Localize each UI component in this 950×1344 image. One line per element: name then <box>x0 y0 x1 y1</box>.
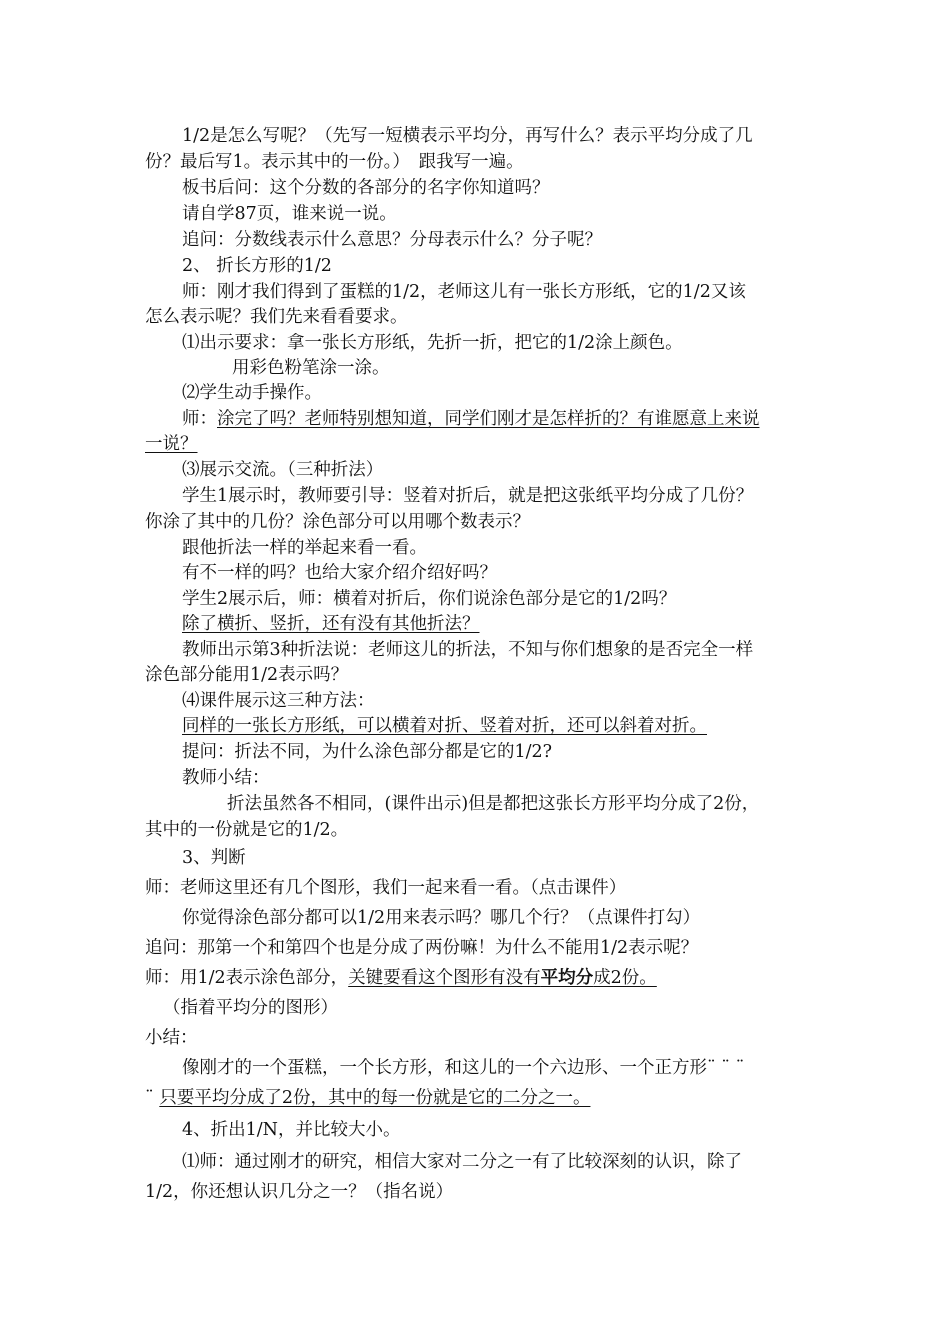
paragraph-line: 折法虽然各不相同，(课件出示)但是都把这张长方形平均分成了2份， <box>227 794 760 814</box>
paragraph-line: 用彩色粉笔涂一涂。 <box>232 358 390 378</box>
paragraph-line: 师：刚才我们得到了蛋糕的1/2，老师这儿有一张长方形纸，它的1/2又该 <box>182 282 746 302</box>
paragraph-line: 你涂了其中的几份？涂色部分可以用哪个数表示？ <box>145 512 530 532</box>
key-phrase-end: 成2份。 <box>593 968 657 988</box>
paragraph-line: 追问：分数线表示什么意思？分母表示什么？分子呢？ <box>182 230 602 250</box>
paragraph-line: 像刚才的一个蛋糕，一个长方形，和这儿的一个六边形、一个正方形¨ ¨ ¨ <box>182 1058 745 1078</box>
paragraph-line: 涂色部分能用1/2表示吗？ <box>145 665 349 685</box>
section-heading: 3、判断 <box>182 848 246 868</box>
paragraph-line: 请自学87页，谁来说一说。 <box>182 204 397 224</box>
underlined-text: 只要平均分成了2份，其中的每一份就是它的二分之一。 <box>159 1088 591 1108</box>
ellipsis-mark: ¨ <box>145 1088 160 1108</box>
paragraph-line: 你觉得涂色部分都可以1/2用来表示吗？哪几个行？（点课件打勾） <box>182 908 701 928</box>
paragraph-line: 提问：折法不同，为什么涂色部分都是它的1/2? <box>182 742 553 762</box>
paragraph-line <box>182 407 760 431</box>
paragraph-line: ⑵学生动手操作。 <box>182 383 322 403</box>
speaker-label: 师： <box>182 409 217 429</box>
key-phrase: 关键要看这个图形有没有 <box>348 968 541 988</box>
paragraph-line: 教师小结： <box>182 768 270 788</box>
paragraph-line: 师：老师这里还有几个图形，我们一起来看一看。（点击课件） <box>145 878 627 898</box>
paragraph-line: ⑷课件展示这三种方法： <box>182 691 375 711</box>
underlined-text: 涂完了吗？老师特别想知道，同学们刚才是怎样折的？有谁愿意上来说 <box>217 409 760 429</box>
section-label: 小结： <box>145 1028 198 1048</box>
paragraph-line: 怎么表示呢？我们先来看看要求。 <box>145 307 408 327</box>
section-heading: 4、折出1/N，并比较大小。 <box>182 1120 401 1140</box>
paragraph-line: ⑶展示交流。（三种折法） <box>182 460 384 480</box>
underlined-text: 除了横折、竖折，还有没有其他折法？ <box>182 614 480 634</box>
paragraph-line: 追问：那第一个和第四个也是分成了两份嘛！为什么不能用1/2表示呢？ <box>145 938 699 958</box>
paragraph-line: ⑴师：通过刚才的研究，相信大家对二分之一有了比较深刻的认识，除了 <box>182 1152 742 1172</box>
paragraph-line: 板书后问：这个分数的各部分的名字你知道吗？ <box>182 178 550 198</box>
paragraph-line: 有不一样的吗？也给大家介绍介绍好吗？ <box>182 563 497 583</box>
paragraph-line: 教师出示第3种折法说：老师这儿的折法，不知与你们想象的是否完全一样 <box>182 640 754 660</box>
paragraph-line <box>145 966 657 990</box>
paragraph-line: （指着平均分的图形） <box>163 998 338 1018</box>
paragraph-line: 学生1展示时，教师要引导：竖着对折后，就是把这张纸平均分成了几份？ <box>182 486 754 506</box>
bold-term: 平均分 <box>540 968 594 988</box>
paragraph-line: 1/2是怎么写呢？（先写一短横表示平均分，再写什么？表示平均分成了几 <box>182 126 753 146</box>
paragraph-line: 跟他折法一样的举起来看一看。 <box>182 538 427 558</box>
section-heading: 2、 折长方形的1/2 <box>182 256 332 276</box>
underlined-text <box>348 968 657 988</box>
paragraph-line: 份？最后写1。表示其中的一份。） 跟我写一遍。 <box>145 152 524 172</box>
speaker-label: 师：用1/2表示涂色部分， <box>145 968 349 988</box>
underlined-text: 一说？ <box>145 434 198 454</box>
paragraph-line: ⑴出示要求：拿一张长方形纸，先折一折，把它的1/2涂上颜色。 <box>182 333 683 353</box>
paragraph-line: 其中的一份就是它的1/2。 <box>145 820 349 840</box>
paragraph-line: 学生2展示后，师：横着对折后，你们说涂色部分是它的1/2吗？ <box>182 589 677 609</box>
underlined-text: 同样的一张长方形纸，可以横着对折、竖着对折，还可以斜着对折。 <box>182 716 707 736</box>
paragraph-line <box>145 1086 590 1110</box>
paragraph-line: 1/2，你还想认识几分之一？（指名说） <box>145 1182 454 1202</box>
